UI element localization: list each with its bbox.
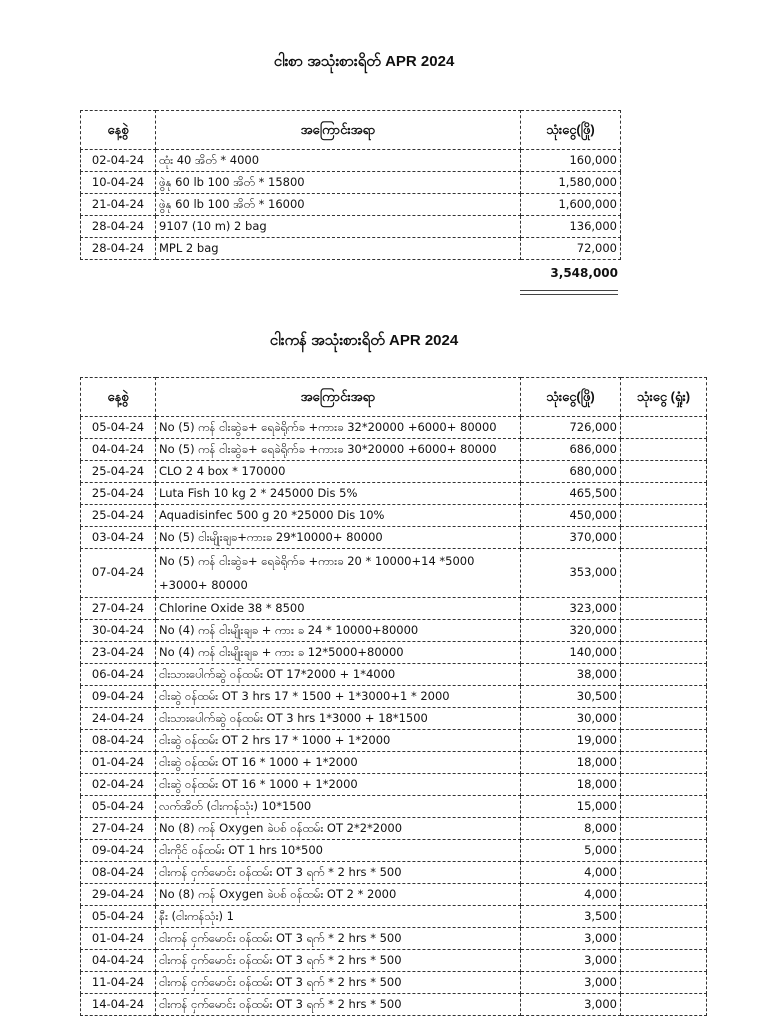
row-description: Luta Fish 10 kg 2 * 245000 Dis 5%	[156, 483, 521, 505]
column-header-description: အကြောင်းအရာ	[156, 111, 521, 150]
table-row	[81, 708, 707, 730]
feed-expense-table	[80, 110, 621, 260]
table-row	[81, 172, 621, 194]
column-header-amount: သုံးငွေ(ဖြို)	[521, 378, 621, 417]
row-amount-loss	[621, 928, 707, 950]
row-amount: 18,000	[521, 752, 621, 774]
row-amount: 465,500	[521, 483, 621, 505]
row-date: 09-04-24	[81, 840, 156, 862]
row-date: 28-04-24	[81, 238, 156, 260]
row-amount: 320,000	[521, 620, 621, 642]
column-header-date: နေ့စွဲ	[81, 111, 156, 150]
row-amount: 726,000	[521, 417, 621, 439]
row-amount-loss	[621, 620, 707, 642]
table-row	[81, 194, 621, 216]
row-date: 11-04-24	[81, 972, 156, 994]
row-description: ငါးကန် ငှက်မောင်း ဝန်ထမ်း OT 3 ရက် * 2 hrs * 500	[156, 950, 521, 972]
row-amount: 353,000	[521, 549, 621, 598]
table-body	[81, 150, 621, 260]
row-amount: 30,000	[521, 708, 621, 730]
row-amount: 19,000	[521, 730, 621, 752]
table-row	[81, 730, 707, 752]
row-date: 25-04-24	[81, 505, 156, 527]
row-amount-loss	[621, 598, 707, 620]
row-description: နီး (ငါးကန်သုံး) 1	[156, 906, 521, 928]
row-date: 04-04-24	[81, 439, 156, 461]
row-description: No (8) ကန် Oxygen ခဲပစ် ဝန်ထမ်း OT 2 * 2000	[156, 884, 521, 906]
row-date: 08-04-24	[81, 862, 156, 884]
row-date: 06-04-24	[81, 664, 156, 686]
row-description: No (8) ကန် Oxygen ခဲပစ် ဝန်ထမ်း OT 2*2*2000	[156, 818, 521, 840]
row-amount-loss	[621, 505, 707, 527]
table-row	[81, 664, 707, 686]
row-date: 02-04-24	[81, 774, 156, 796]
row-description: Chlorine Oxide 38 * 8500	[156, 598, 521, 620]
row-description: ထုံး 40 အိတ် * 4000	[156, 150, 521, 172]
row-amount-loss	[621, 840, 707, 862]
row-amount: 18,000	[521, 774, 621, 796]
row-date: 04-04-24	[81, 950, 156, 972]
row-date: 07-04-24	[81, 549, 156, 598]
table-row	[81, 906, 707, 928]
row-description: CLO 2 4 box * 170000	[156, 461, 521, 483]
row-description: ငါးသားပေါက်ဆွဲ ဝန်ထမ်း OT 3 hrs 1*3000 + 18*1500	[156, 708, 521, 730]
row-amount: 30,500	[521, 686, 621, 708]
column-header-date: နေ့စွဲ	[81, 378, 156, 417]
row-description: ငါးသားပေါက်ဆွဲ ဝန်ထမ်း OT 17*2000 + 1*4000	[156, 664, 521, 686]
row-description: No (4) ကန် ငါးမျိုးချခ + ကား ခ 12*5000+80000	[156, 642, 521, 664]
table-row	[81, 620, 707, 642]
row-date: 08-04-24	[81, 730, 156, 752]
row-amount: 160,000	[521, 150, 621, 172]
table-row	[81, 950, 707, 972]
row-date: 27-04-24	[81, 598, 156, 620]
row-description: Aquadisinfec 500 g 20 *25000 Dis 10%	[156, 505, 521, 527]
row-amount-loss	[621, 642, 707, 664]
row-amount: 3,000	[521, 928, 621, 950]
table-row	[81, 527, 707, 549]
row-amount: 4,000	[521, 862, 621, 884]
row-amount-loss	[621, 483, 707, 505]
table-row	[81, 238, 621, 260]
table-row	[81, 439, 707, 461]
row-amount: 4,000	[521, 884, 621, 906]
row-description: No (5) ကန် ငါးဆွဲခ+ ရေခဲရိုက်ခ +ကားခ 30*20000 +6000+ 80000	[156, 439, 521, 461]
column-header-description: အကြောင်းအရာ	[156, 378, 521, 417]
row-description: ငါးကန် ငှက်မောင်း ဝန်ထမ်း OT 3 ရက် * 2 hrs * 500	[156, 994, 521, 1016]
table-row	[81, 417, 707, 439]
row-amount: 3,000	[521, 950, 621, 972]
row-amount: 686,000	[521, 439, 621, 461]
table-row	[81, 461, 707, 483]
row-amount: 450,000	[521, 505, 621, 527]
row-description: No (5) ကန် ငါးဆွဲခ+ ရေခဲရိုက်ခ +ကားခ 32*20000 +6000+ 80000	[156, 417, 521, 439]
table-row	[81, 818, 707, 840]
column-header-amount: သုံးငွေ(ဖြို)	[521, 111, 621, 150]
row-date: 03-04-24	[81, 527, 156, 549]
row-description: ငါးဆွဲ ဝန်ထမ်း OT 3 hrs 17 * 1500 + 1*3000+1 * 2000	[156, 686, 521, 708]
table-row	[81, 686, 707, 708]
table-row	[81, 862, 707, 884]
row-amount: 1,580,000	[521, 172, 621, 194]
table-row	[81, 150, 621, 172]
table-row	[81, 928, 707, 950]
row-description: No (5) ငါးမျိုးချခ+ကားခ 29*10000+ 80000	[156, 527, 521, 549]
pond-expense-table	[80, 377, 707, 1016]
row-amount-loss	[621, 708, 707, 730]
row-amount-loss	[621, 862, 707, 884]
table-header-row	[81, 378, 707, 417]
row-date: 02-04-24	[81, 150, 156, 172]
row-amount: 136,000	[521, 216, 621, 238]
row-amount: 38,000	[521, 664, 621, 686]
row-amount-loss	[621, 439, 707, 461]
row-description: ငါးဆွဲ ဝန်ထမ်း OT 16 * 1000 + 1*2000	[156, 774, 521, 796]
table-row	[81, 752, 707, 774]
row-description: No (4) ကန် ငါးမျိုးချခ + ကား ခ 24 * 10000+80000	[156, 620, 521, 642]
row-amount-loss	[621, 417, 707, 439]
row-date: 05-04-24	[81, 417, 156, 439]
row-amount: 140,000	[521, 642, 621, 664]
row-amount: 3,500	[521, 906, 621, 928]
table-row	[81, 884, 707, 906]
row-description: ဖွဲနု 60 lb 100 အိတ် * 15800	[156, 172, 521, 194]
row-amount-loss	[621, 818, 707, 840]
table-row	[81, 642, 707, 664]
table-row	[81, 216, 621, 238]
feed-expense-total: 3,548,000	[550, 266, 618, 280]
row-description: No (5) ကန် ငါးဆွဲခ+ ရေခဲရိုက်ခ +ကားခ 20 * 10000+14 *5000 +3000+ 80000	[156, 549, 521, 598]
row-date: 25-04-24	[81, 461, 156, 483]
row-amount-loss	[621, 461, 707, 483]
row-date: 05-04-24	[81, 796, 156, 818]
row-description: ငါးဆွဲ ဝန်ထမ်း OT 2 hrs 17 * 1000 + 1*2000	[156, 730, 521, 752]
row-amount-loss	[621, 752, 707, 774]
row-description: ငါးကန် ငှက်မောင်း ဝန်ထမ်း OT 3 ရက် * 2 hrs * 500	[156, 928, 521, 950]
row-description: ဖွဲနု 60 lb 100 အိတ် * 16000	[156, 194, 521, 216]
row-description: MPL 2 bag	[156, 238, 521, 260]
table-row	[81, 598, 707, 620]
table-row	[81, 972, 707, 994]
row-date: 23-04-24	[81, 642, 156, 664]
row-amount: 5,000	[521, 840, 621, 862]
table-row	[81, 840, 707, 862]
row-amount-loss	[621, 774, 707, 796]
row-amount-loss	[621, 994, 707, 1016]
row-amount-loss	[621, 549, 707, 598]
feed-expense-title: ငါးစာ အသုံးစားရိတ် APR 2024	[273, 53, 455, 70]
row-amount: 3,000	[521, 972, 621, 994]
table-row	[81, 796, 707, 818]
row-amount: 370,000	[521, 527, 621, 549]
row-description: ငါးကိုင် ဝန်ထမ်း OT 1 hrs 10*500	[156, 840, 521, 862]
column-header-amount-loss: သုံးငွေ (ရှုံး)	[621, 378, 707, 417]
row-amount: 680,000	[521, 461, 621, 483]
row-date: 05-04-24	[81, 906, 156, 928]
row-amount-loss	[621, 686, 707, 708]
total-double-underline	[520, 290, 618, 295]
pond-expense-title: ငါးကန် အသုံးစားရိတ် APR 2024	[269, 332, 459, 349]
table-row	[81, 774, 707, 796]
row-amount-loss	[621, 730, 707, 752]
row-date: 30-04-24	[81, 620, 156, 642]
row-amount-loss	[621, 664, 707, 686]
table-row	[81, 549, 707, 598]
row-amount: 72,000	[521, 238, 621, 260]
row-amount-loss	[621, 884, 707, 906]
row-amount: 8,000	[521, 818, 621, 840]
table-row	[81, 483, 707, 505]
row-amount-loss	[621, 796, 707, 818]
row-date: 14-04-24	[81, 994, 156, 1016]
row-amount: 323,000	[521, 598, 621, 620]
row-date: 29-04-24	[81, 884, 156, 906]
table-row	[81, 505, 707, 527]
row-amount: 3,000	[521, 994, 621, 1016]
row-description: ငါးကန် ငှက်မောင်း ဝန်ထမ်း OT 3 ရက် * 2 hrs * 500	[156, 972, 521, 994]
row-amount: 15,000	[521, 796, 621, 818]
row-description: ငါးကန် ငှက်မောင်း ဝန်ထမ်း OT 3 ရက် * 2 hrs * 500	[156, 862, 521, 884]
row-amount: 1,600,000	[521, 194, 621, 216]
row-date: 01-04-24	[81, 752, 156, 774]
table-row	[81, 994, 707, 1016]
row-amount-loss	[621, 527, 707, 549]
row-date: 25-04-24	[81, 483, 156, 505]
row-date: 01-04-24	[81, 928, 156, 950]
table-header-row	[81, 111, 621, 150]
row-amount-loss	[621, 906, 707, 928]
row-amount-loss	[621, 950, 707, 972]
row-date: 27-04-24	[81, 818, 156, 840]
row-description: လက်အိတ် (ငါးကန်သုံး) 10*1500	[156, 796, 521, 818]
table-body	[81, 417, 707, 1016]
row-date: 09-04-24	[81, 686, 156, 708]
row-description: 9107 (10 m) 2 bag	[156, 216, 521, 238]
row-date: 10-04-24	[81, 172, 156, 194]
row-date: 24-04-24	[81, 708, 156, 730]
row-date: 28-04-24	[81, 216, 156, 238]
row-amount-loss	[621, 972, 707, 994]
row-description: ငါးဆွဲ ဝန်ထမ်း OT 16 * 1000 + 1*2000	[156, 752, 521, 774]
row-date: 21-04-24	[81, 194, 156, 216]
